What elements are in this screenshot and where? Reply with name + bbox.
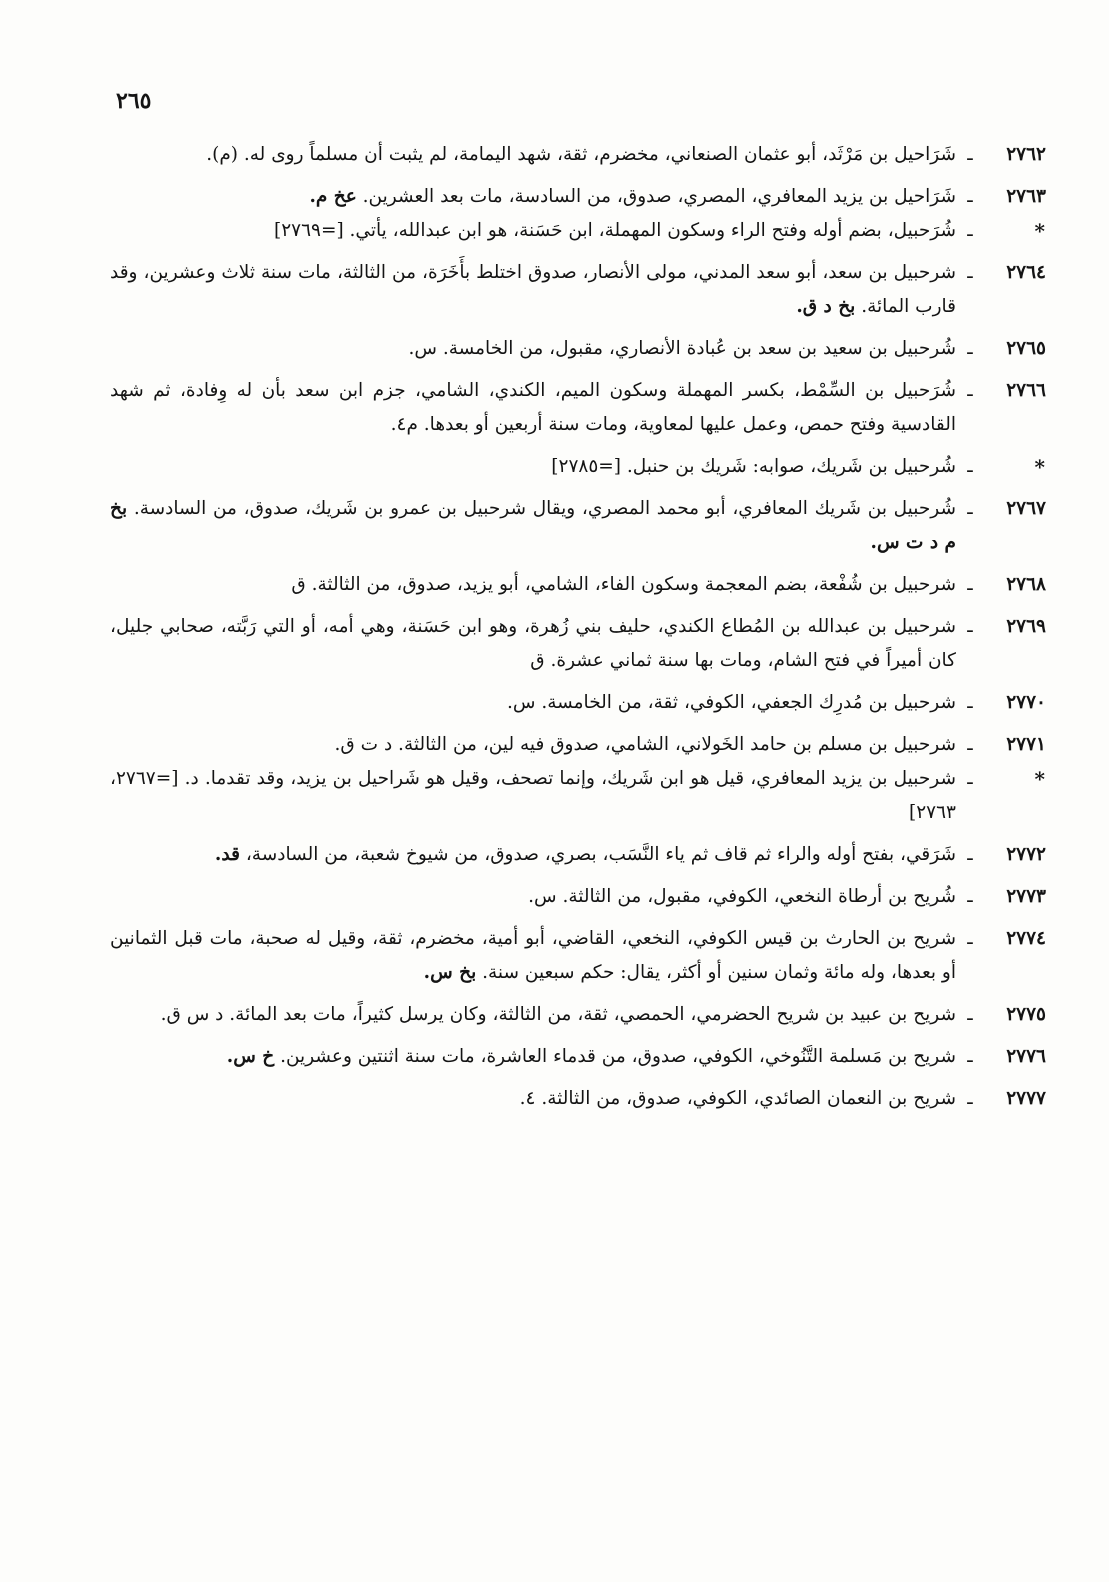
entry-text [110,256,956,324]
entry-body: شريح بن عبيد بن شريح الحضرمي، الحمصي، ثقة، من الثالثة، وكان يرسل كثيراً، مات بعد المائة. د س ق. [160,1004,956,1025]
entry-dash: ـ [967,1004,973,1025]
entry-text [110,568,956,602]
entry-sigla: بخ د ق. [796,296,856,317]
entry-2764 [110,256,1046,324]
entry-body: شَرَقي، بفتح أوله والراء ثم قاف ثم ياء النَّسَب، بصري، صدوق، من شيوخ شعبة، من السادسة، [245,844,956,865]
entry-sigla: بخ م د ت س. [110,498,956,553]
entry-2777 [110,1082,1046,1116]
entry-text [110,686,956,720]
entry-2776 [110,1040,1046,1074]
entry-number: ٢٧٧٦ [1006,1046,1046,1067]
entry-body: شُرحبيل بن شَريك المعافري، أبو محمد المصري، ويقال شرحبيل بن عمرو بن شَريك، صدوق، من السادسة. [133,498,956,519]
entry-dash: ـ [967,186,973,207]
entries-list [110,138,1046,1124]
entry-dash: ـ [967,1046,973,1067]
entry-sigla: خ س. [226,1046,275,1067]
entry-dash: ـ [967,886,973,907]
entry-sigla: بخ س. [423,962,477,983]
entry-dash: ـ [967,734,973,755]
entry-text [110,1082,956,1116]
entry-2765 [110,332,1046,366]
entry-dash: ـ [967,574,973,595]
entry-2768 [110,568,1046,602]
entry-dash: ـ [967,616,973,637]
page-number: ٢٦٥ [116,88,152,114]
entry-2772 [110,838,1046,872]
entry-dash: ـ [967,692,973,713]
entry-star: * [1034,219,1046,243]
entry-dash: ـ [967,380,973,401]
entry-body: شَرَاحيل بن مَرْثَد، أبو عثمان الصنعاني، مخضرم، ثقة، شهد اليمامة، لم يثبت أن مسلماً روى له. (م). [206,144,956,165]
entry-dash: ـ [967,928,973,949]
entry-body: شريح بن مَسلمة التَّنُوخي، الكوفي، صدوق، من قدماء العاشرة، مات سنة اثنتين وعشرين. [280,1046,956,1067]
entry-dash: ـ [967,456,973,477]
entry-number: ٢٧٦٨ [1006,574,1046,595]
entry-2762 [110,138,1046,172]
entry-number: ٢٧٦٩ [1006,616,1046,637]
entry-sigla: عخ م. [309,186,357,207]
entry-text [110,728,956,762]
entry-2770 [110,686,1046,720]
entry-number: ٢٧٦٣ [1006,186,1046,207]
entry-body: شرحبيل بن سعد، أبو سعد المدني، مولى الأنصار، صدوق اختلط بأَخَرَة، من الثالثة، مات سنة ثلاث وعشرين، وقد قارب المائة. [110,262,956,317]
entry-text [110,214,956,248]
entry-dash: ـ [967,220,973,241]
entry-2775 [110,998,1046,1032]
entry-number: ٢٧٧٢ [1006,844,1046,865]
entry-star: * [1034,455,1046,479]
entry-text [110,138,956,172]
entry-dash: ـ [967,1088,973,1109]
entry-body: شرحبيل بن مسلم بن حامد الخَولاني، الشامي، صدوق فيه لين، من الثالثة. د ت ق. [334,734,956,755]
entry-dash: ـ [967,768,973,789]
entry-cross-ref [110,762,1046,830]
entry-text [110,374,956,442]
entry-cross-ref [110,450,1046,484]
entry-body: شُرَحبيل، بضم أوله وفتح الراء وسكون المهملة، ابن حَسَنة، هو ابن عبدالله، يأتي. [=٢٧٦٩] [273,220,956,241]
entry-number: ٢٧٧٣ [1006,886,1046,907]
entry-dash: ـ [967,262,973,283]
entry-body: شُرحبيل بن شَريك، صوابه: شَريك بن حنبل. [=٢٧٨٥] [551,456,956,477]
entry-cross-ref [110,214,1046,248]
entry-dash: ـ [967,144,973,165]
entry-text [110,762,956,830]
entry-number: ٢٧٦٢ [1006,144,1046,165]
entry-dash: ـ [967,498,973,519]
entry-body: شُرحبيل بن سعيد بن سعد بن عُبادة الأنصاري، مقبول، من الخامسة. س. [408,338,956,359]
entry-star: * [1034,767,1046,791]
entry-dash: ـ [967,338,973,359]
entry-text [110,492,956,560]
entry-text [110,180,956,214]
entry-text [110,922,956,990]
entry-text [110,450,956,484]
entry-text [110,610,956,678]
entry-2767 [110,492,1046,560]
entry-number: ٢٧٦٦ [1006,380,1046,401]
entry-2769 [110,610,1046,678]
entry-text [110,332,956,366]
entry-body: شرحبيل بن يزيد المعافري، قيل هو ابن شَريك، وإنما تصحف، وقيل هو شَراحيل بن يزيد، وقد تقدما. د. [=٢٧٦٧، ٢٧٦٣] [110,768,956,823]
entry-body: شُريح بن أرطاة النخعي، الكوفي، مقبول، من الثالثة. س. [528,886,956,907]
entry-number: ٢٧٧٤ [1006,928,1046,949]
entry-sigla: قد. [214,844,240,865]
entry-number: ٢٧٧١ [1006,734,1046,755]
entry-number: ٢٧٦٥ [1006,338,1046,359]
entry-2773 [110,880,1046,914]
entry-text [110,880,956,914]
entry-dash: ـ [967,844,973,865]
entry-body: شرحبيل بن عبدالله بن المُطاع الكندي، حليف بني زُهرة، وهو ابن حَسَنة، وهي أمه، أو التي رَبَّته، صحابي جليل، كان أميراً في فتح الشام، ومات بها سنة ثماني عشرة. ق [110,616,956,671]
entry-text [110,1040,956,1074]
entry-2774 [110,922,1046,990]
entry-number: ٢٧٧٧ [1006,1088,1046,1109]
entry-2766 [110,374,1046,442]
entry-2771 [110,728,1046,762]
entry-number: ٢٧٦٧ [1006,498,1046,519]
entry-text [110,838,956,872]
entry-body: شرحبيل بن مُدرِك الجعفي، الكوفي، ثقة، من الخامسة. س. [507,692,956,713]
entry-number: ٢٧٧٠ [1006,692,1046,713]
entry-number: ٢٧٧٥ [1006,1004,1046,1025]
entry-body: شريح بن النعمان الصائدي، الكوفي، صدوق، من الثالثة. ٤. [519,1088,956,1109]
entry-number: ٢٧٦٤ [1006,262,1046,283]
entry-2763 [110,180,1046,214]
entry-body: شريح بن الحارث بن قيس الكوفي، النخعي، القاضي، أبو أمية، مخضرم، ثقة، وقيل له صحبة، مات قبل الثمانين أو بعدها، وله مائة وثمان سنين أو أكثر، يقال: حكم سبعين سنة. [110,928,956,983]
entry-text [110,998,956,1032]
entry-body: شُرَحبيل بن السِّمْط، بكسر المهملة وسكون الميم، الكندي، الشامي، جزم ابن سعد بأن له وِفادة، ثم شهد القادسية وفتح حمص، وعمل عليها لمعاوية، ومات سنة أربعين أو بعدها. م٤. [110,380,956,435]
entry-body: شَرَاحيل بن يزيد المعافري، المصري، صدوق، من السادسة، مات بعد العشرين. [362,186,956,207]
entry-body: شرحبيل بن شُفْعة، بضم المعجمة وسكون الفاء، الشامي، أبو يزيد، صدوق، من الثالثة. ق [291,574,956,595]
